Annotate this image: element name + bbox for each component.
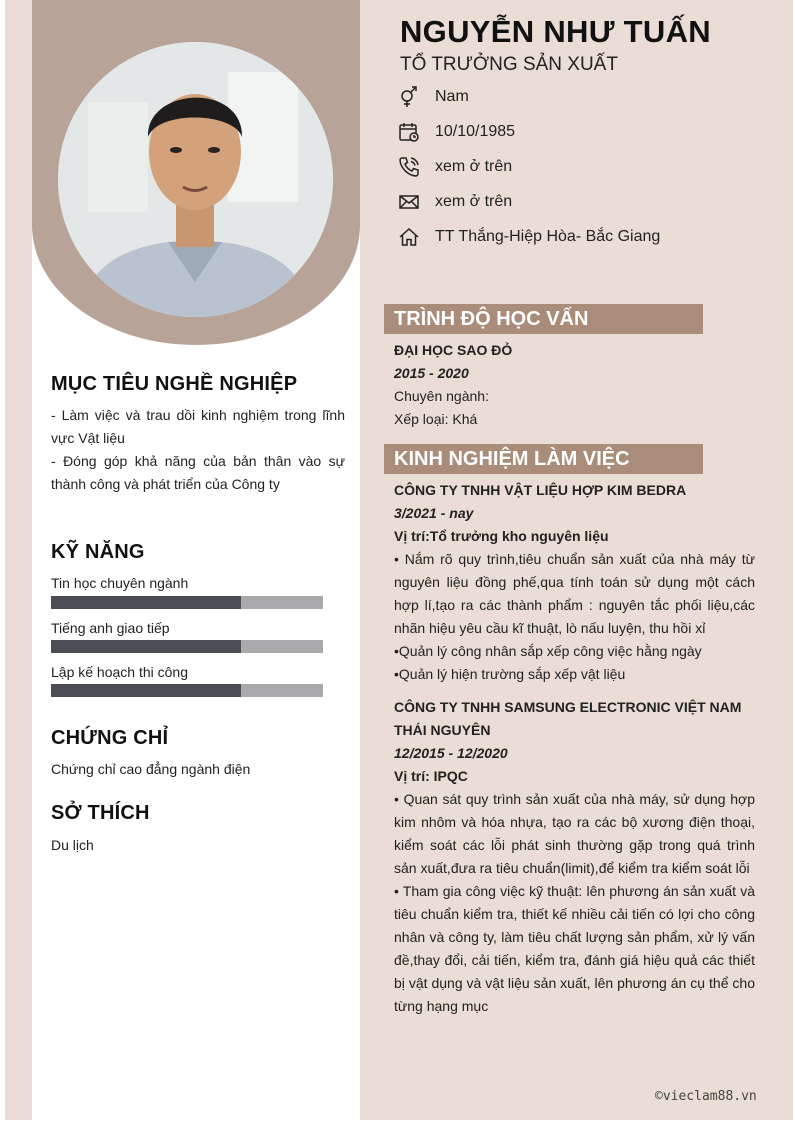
skill-bar: [51, 596, 323, 609]
candidate-position: TỔ TRƯỞNG SẢN XUẤT: [400, 54, 618, 75]
skill-bar-fill: [51, 684, 241, 697]
hobbies-title: SỞ THÍCH: [51, 802, 150, 824]
job-description: • Quan sát quy trình sản xuất của nhà máy, sử dụng hợp kim nhôm và hóa nhựa, tạo ra các bộ xương điện thoại, kiểm soát các lỗi phát sinh thường gặp trong quá trình sản xuất,đưa ra tiêu chuẩn(limit),để kiểm tra kiểm soát lỗi • Tham gia công việc kỹ thuật: lên phương án sản xuất và tiêu chuẩn kiểm tra, thiết kế nhiều cải tiến có lợi cho công nhân và công ty, làm tiêu chất lượng sản phẩm, xử lý vấn đề,thay đổi, cải tiến, kiểm tra, đánh giá hiệu quả các thiết bị vật dụng và vật liệu sản xuất, lên phương án cụ thể cho từng hạng mục: [394, 791, 755, 1014]
info-address: [398, 225, 660, 249]
education-period: 2015 - 2020: [394, 365, 469, 381]
skills-title: KỸ NĂNG: [51, 541, 145, 563]
info-gender-text: Nam: [435, 88, 469, 105]
watermark: ©vieclam88.vn: [655, 1089, 757, 1104]
skill-bar: [51, 640, 323, 653]
job-company: CÔNG TY TNHH SAMSUNG ELECTRONIC VIỆT NAM THÁI NGUYÊN: [394, 699, 742, 738]
skill-bar-fill: [51, 596, 241, 609]
job-period: 3/2021 - nay: [394, 505, 474, 521]
objective-title: MỤC TIÊU NGHỀ NGHIỆP: [51, 373, 298, 395]
info-gender: [398, 85, 469, 109]
skill-label: Lập kế hoạch thi công: [51, 664, 188, 680]
profile-photo: [58, 42, 333, 317]
hobbies-text: Du lịch: [51, 837, 94, 853]
job-company: CÔNG TY TNHH VẬT LIỆU HỢP KIM BEDRA: [394, 482, 687, 498]
info-birthday: [398, 120, 515, 144]
calendar-icon: [398, 121, 420, 143]
job-period: 12/2015 - 12/2020: [394, 745, 508, 761]
certificates-text: Chứng chỉ cao đẳng ngành điện: [51, 761, 251, 777]
info-address-text: TT Thắng-Hiệp Hòa- Bắc Giang: [435, 228, 661, 245]
info-phone: [398, 155, 512, 179]
avatar-illustration: [58, 42, 333, 317]
job-role: Vị trí:Tổ trưởng kho nguyên liệu: [394, 528, 609, 544]
info-email: [398, 190, 512, 214]
gender-icon: [398, 86, 420, 108]
experience-title: KINH NGHIỆM LÀM VIỆC: [384, 444, 703, 474]
mail-icon: [398, 191, 420, 213]
education-major: Chuyên ngành:: [394, 388, 489, 404]
education-school: ĐẠI HỌC SAO ĐỎ: [394, 342, 513, 358]
info-birthday-text: 10/10/1985: [435, 123, 516, 140]
info-phone-text: xem ở trên: [435, 158, 513, 175]
objective-text: - Làm việc và trau dồi kinh nghiệm trong lĩnh vực Vật liệu - Đóng góp khả năng của bản thân vào sự thành công và phát triển của Công ty: [51, 407, 345, 492]
certificates-title: CHỨNG CHỈ: [51, 727, 169, 749]
skill-label: Tin học chuyên ngành: [51, 575, 189, 591]
phone-icon: [398, 156, 420, 178]
skill-bar: [51, 684, 323, 697]
info-email-text: xem ở trên: [435, 193, 513, 210]
education-grade: Xếp loại: Khá: [394, 411, 478, 427]
education-title: TRÌNH ĐỘ HỌC VẤN: [384, 304, 703, 334]
job-description: • Nắm rõ quy trình,tiêu chuẩn sản xuất của nhà máy từ nguyên liệu đồng phế,qua tính toán sử dụng một cách hợp lí,tạo ra các thành phẩm : nguyên tắc phối liệu,các nhãn hiệu yêu cầu kĩ thuật, lò nấu luyện, thu hồi xỉ •Quản lý công nhân sắp xếp công việc hằng ngày •Quản lý hiện trường sắp xếp vật liệu: [394, 551, 755, 682]
skill-bar-fill: [51, 640, 241, 653]
skill-label: Tiếng anh giao tiếp: [51, 620, 170, 636]
candidate-name: NGUYỄN NHƯ TUẤN: [400, 14, 711, 49]
job-role: Vị trí: IPQC: [394, 768, 468, 784]
home-icon: [398, 226, 420, 248]
